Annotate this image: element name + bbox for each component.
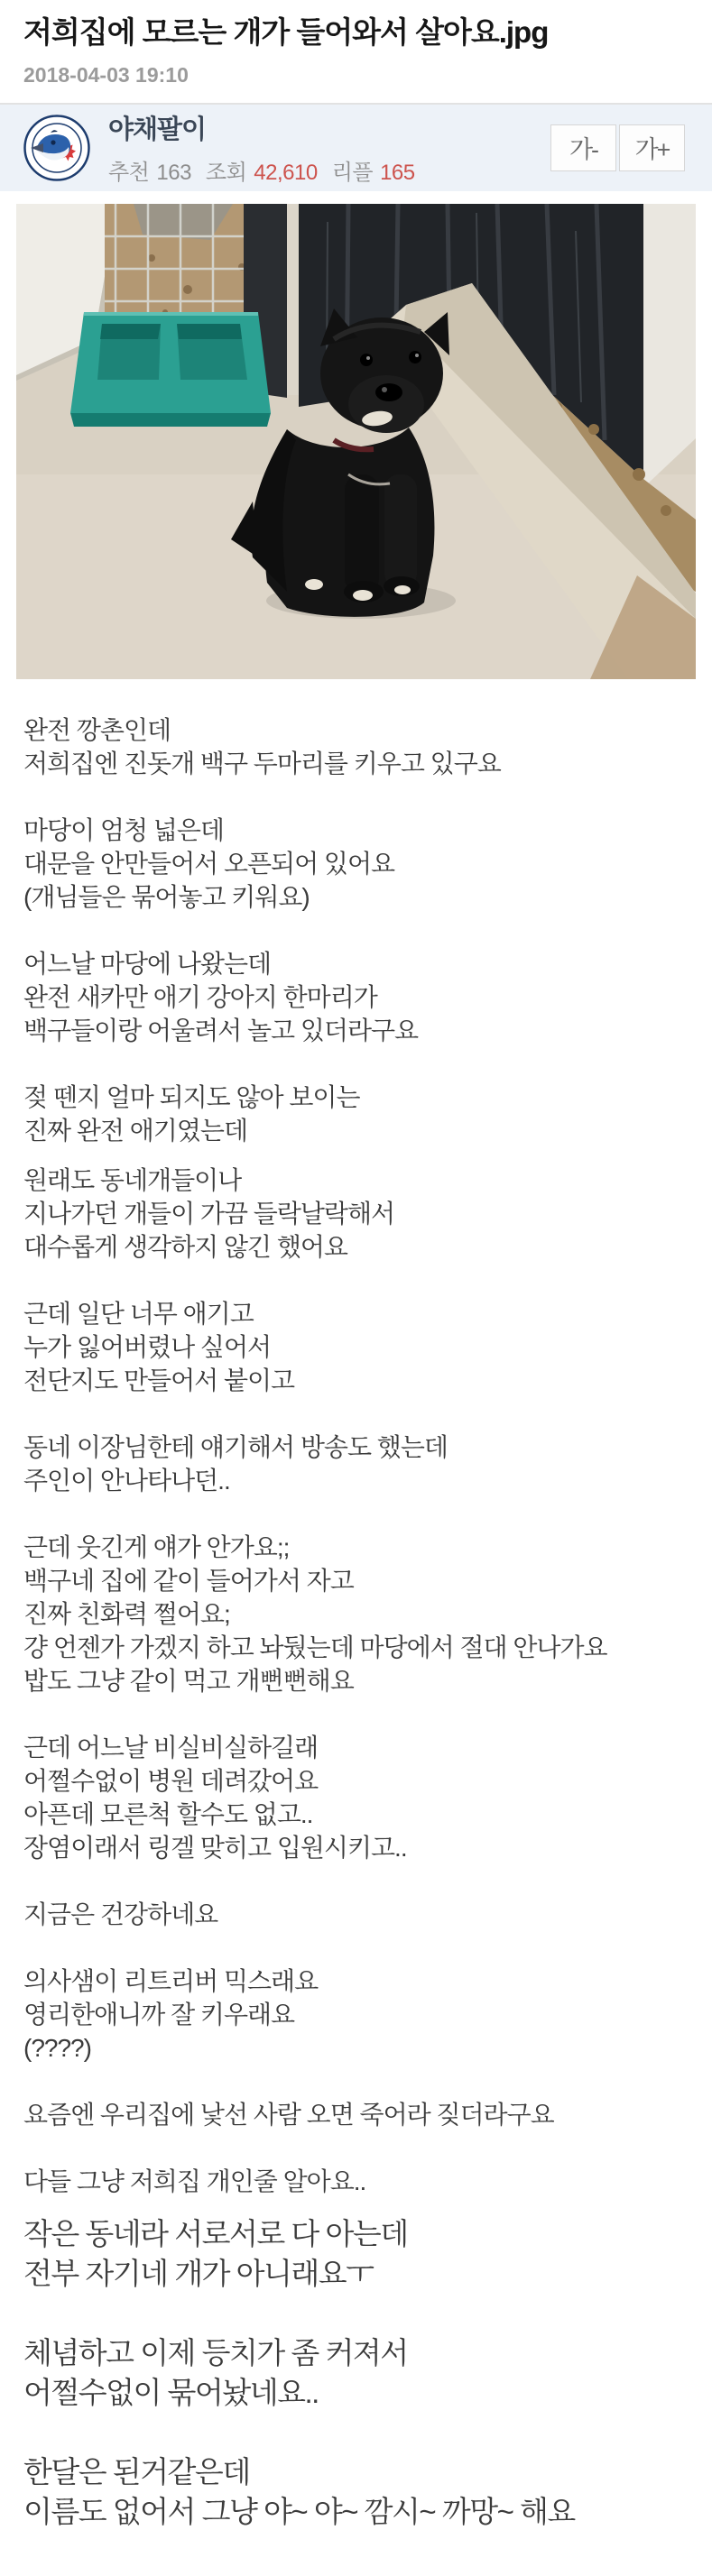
puppy-photo-illustration — [16, 204, 696, 679]
post-paragraph: 의사샘이 리트리버 믹스래요 영리한애니까 잘 키우래요 (????) — [23, 1966, 319, 2062]
post-paragraph: 다들 그냥 저희집 개인줄 알아요.. — [23, 2167, 366, 2195]
post-title: 저희집에 모르는 개가 들어와서 살아요.jpg — [23, 15, 549, 49]
post-paragraph: 지금은 건강하네요 — [23, 1900, 218, 1928]
post-header — [0, 0, 712, 87]
font-size-controls — [550, 124, 685, 171]
stat-label: 조회 — [205, 161, 247, 186]
stat-value: 165 — [380, 161, 415, 186]
post-date: 2018-04-03 19:10 — [23, 62, 189, 87]
toronto-blue-jays-logo-icon — [23, 115, 90, 181]
author-bar — [0, 105, 712, 191]
post-paragraph: 동네 이장님한테 얘기해서 방송도 했는데 주인이 안나타나던.. — [23, 1432, 448, 1495]
post-paragraph: 젖 뗀지 얼마 되지도 않아 보이는 진짜 완전 애기였는데 — [23, 1082, 360, 1145]
post-body — [0, 679, 712, 2532]
post-paragraph: 원래도 동네개들이나 지나가던 개들이 가끔 들락날락해서 대수롭게 생각하지 않긴 했어요 — [23, 1165, 395, 1261]
post-paragraph: 작은 동네라 서로서로 다 아는데 전부 자기네 개가 아니래요ㅜ — [23, 2216, 408, 2290]
font-larger-button[interactable]: 가+ — [619, 124, 685, 171]
post-paragraph: 마당이 엄청 넓은데 대문을 안만들어서 오픈되어 있어요 (개님들은 묶어놓고 키워요) — [23, 815, 395, 911]
author-stats — [108, 154, 430, 186]
post-paragraph: 완전 깡촌인데 저희집엔 진돗개 백구 두마리를 키우고 있구요 — [23, 715, 501, 777]
font-smaller-button[interactable]: 가- — [550, 124, 616, 171]
post-paragraph: 한달은 된거같은데 이름도 없어서 그냥 야~ 야~ 깜시~ 까망~ 해요 — [23, 2454, 575, 2528]
stat-label: 리플 — [331, 161, 374, 186]
author-info — [108, 109, 430, 186]
post-image[interactable] — [16, 204, 696, 679]
stat-value: 163 — [156, 161, 191, 186]
post-paragraph: 어느날 마당에 나왔는데 완전 새카만 애기 강아지 한마리가 백구들이랑 어울려서 놀고 있더라구요 — [23, 949, 419, 1044]
post-paragraph: 근데 웃긴게 얘가 안가요;; 백구네 집에 같이 들어가서 자고 진짜 친화력 쩔어요; 걍 언젠가 가겠지 하고 놔뒀는데 마당에서 절대 안나가요 밥도 그냥 같이 먹고 개뻔뻔해요 — [23, 1532, 607, 1695]
post-paragraph: 체념하고 이제 등치가 좀 커져서 어쩔수없이 묶어놨네요.. — [23, 2335, 408, 2409]
post-paragraph: 근데 일단 너무 애기고 누가 잃어버렸나 싶어서 전단지도 만들어서 붙이고 — [23, 1299, 295, 1394]
stat-value: 42,610 — [254, 161, 318, 186]
author-username[interactable]: 야채팔이 — [108, 115, 207, 145]
post-paragraph: 요즘엔 우리집에 낯선 사람 오면 죽어라 짖더라구요 — [23, 2100, 554, 2129]
avatar[interactable] — [23, 115, 90, 181]
post-paragraph: 근데 어느날 비실비실하길래 어쩔수없이 병원 데려갔어요 아픈데 모른척 할수도 없고.. 장염이래서 링겔 맞히고 입원시키고.. — [23, 1733, 407, 1862]
stat-label: 추천 — [108, 161, 150, 186]
